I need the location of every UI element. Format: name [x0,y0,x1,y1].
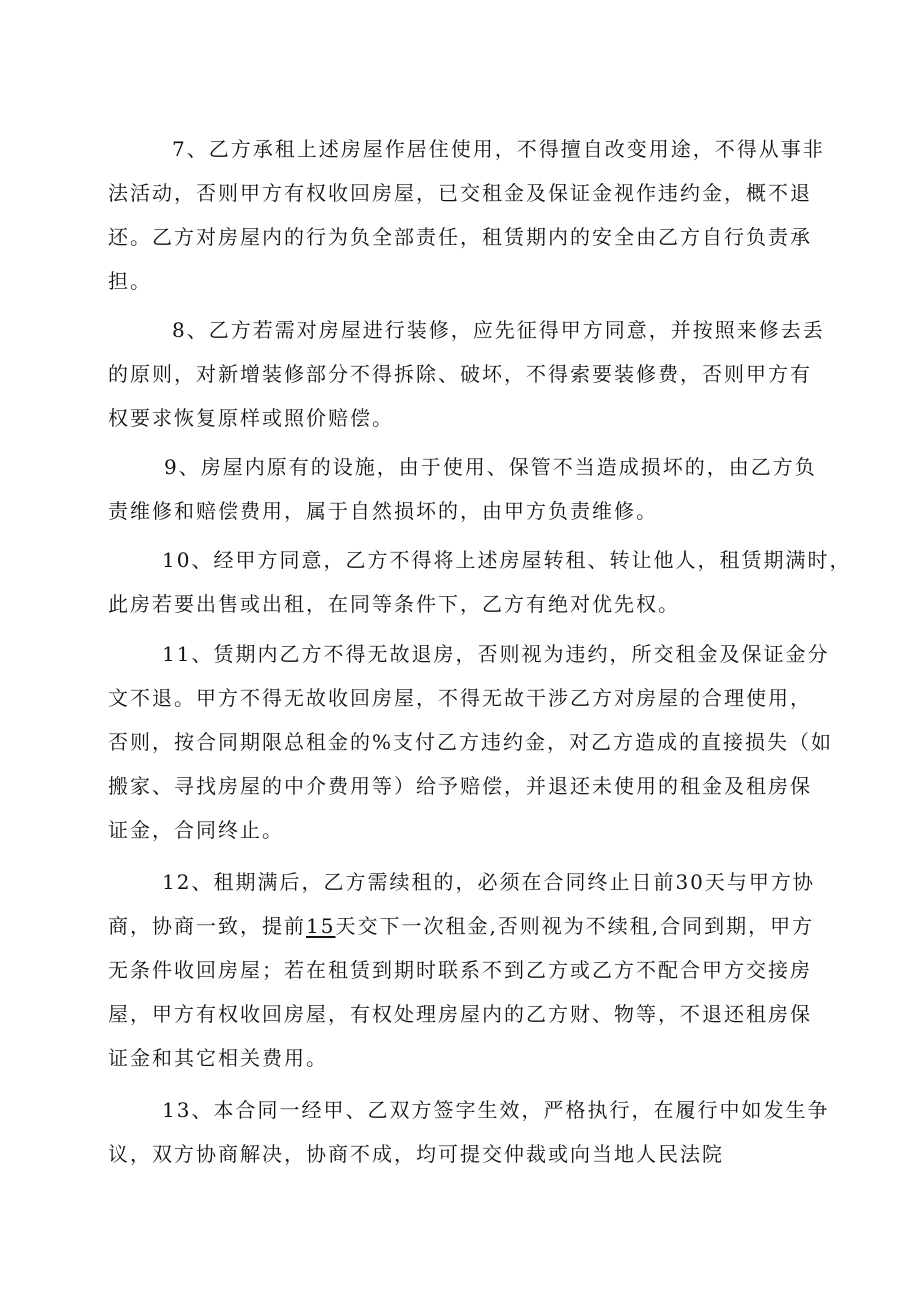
clause-line: 9、房屋内原有的设施，由于使用、保管不当造成损坏的，由乙方负 [164,455,817,479]
clause-line: 文不退。甲方不得无故收回房屋，不得无故干涉乙方对房屋的合理使用， [108,686,812,710]
clause-line: 证金，合同终止。 [108,818,284,842]
clause-line: 13、本合同一经甲、乙双方签字生效，严格执行，在履行中如发生争 [162,1098,830,1122]
clause-line: 责维修和赔偿费用，属于自然损坏的，由甲方负责维修。 [108,499,658,523]
clause-line: 搬家、寻找房屋的中介费用等）给予赔偿，并退还未使用的租金及租房保 [108,774,812,798]
notice-days-value: 15 [306,914,336,938]
clause-line: 屋，甲方有权收回房屋，有权处理房屋内的乙方财、物等，不退还租房保 [108,1002,812,1026]
clause-line: 无条件收回房屋；若在租赁到期时联系不到乙方或乙方不配合甲方交接房 [108,958,812,982]
clause-line: 还。乙方对房屋内的行为负全部责任，租赁期内的安全由乙方自行负责承 [108,225,812,249]
clause-text: 天交下一次租金,否则视为不续租,合同到期，甲方 [335,914,815,938]
clause-line: 权要求恢复原样或照价赔偿。 [108,406,394,430]
clause-line: 议，双方协商解决，协商不成，均可提交仲裁或向当地人民法院 [108,1142,724,1166]
clause-line: 否则，按合同期限总租金的%支付乙方违约金，对乙方造成的直接损失（如 [108,730,834,754]
clause-line: 证金和其它相关费用。 [108,1046,328,1070]
clause-line: 8、乙方若需对房屋进行装修，应先征得甲方同意，并按照来修去丢 [172,318,825,342]
clause-line: 的原则，对新增装修部分不得拆除、破坏，不得索要装修费，否则甲方有 [108,362,812,386]
clause-line: 10、经甲方同意，乙方不得将上述房屋转租、转让他人，租赁期满时， [162,548,852,572]
clause-line [108,912,814,940]
clause-text: 商，协商一致，提前 [108,914,306,938]
clause-line: 担。 [108,269,152,293]
clause-line: 12、租期满后，乙方需续租的，必须在合同终止日前30天与甲方协 [162,870,815,894]
clause-line: 11、赁期内乙方不得无故退房，否则视为违约，所交租金及保证金分 [162,642,830,666]
clause-line: 此房若要出售或出租，在同等条件下，乙方有绝对优先权。 [108,592,680,616]
clause-line: 7、乙方承租上述房屋作居住使用，不得擅自改变用途，不得从事非 [172,137,825,161]
clause-line: 法活动，否则甲方有权收回房屋，已交租金及保证金视作违约金，概不退 [108,181,812,205]
